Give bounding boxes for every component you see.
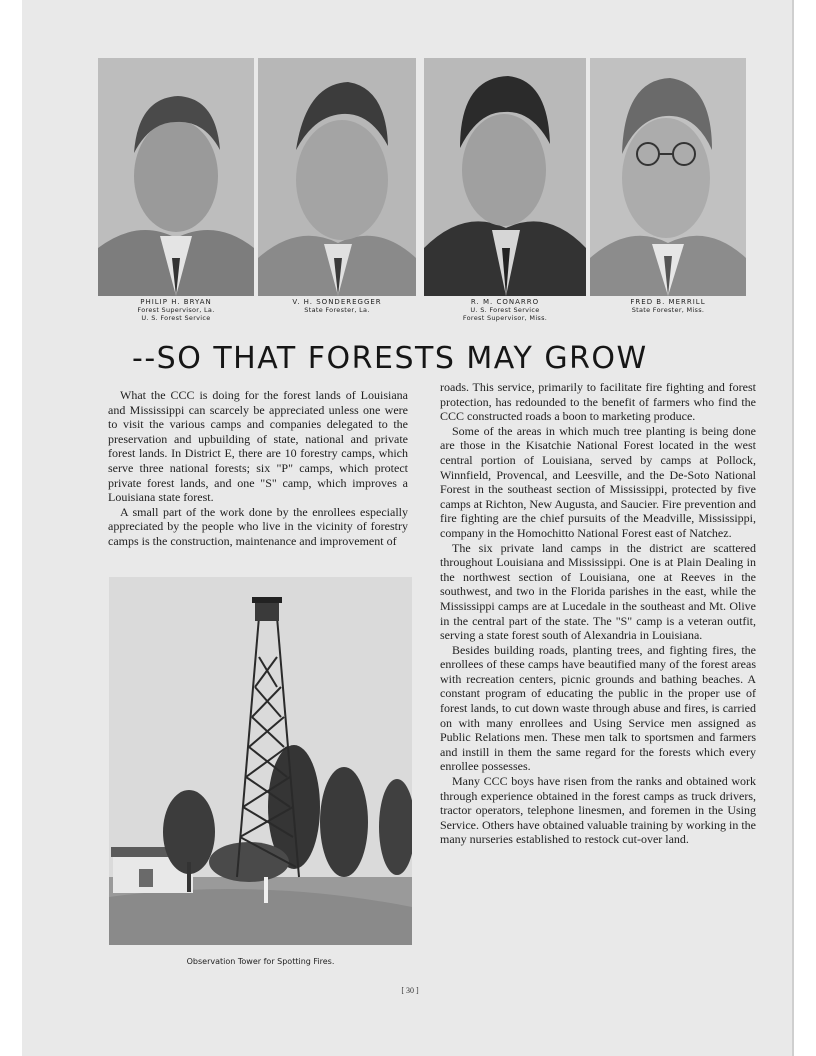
portrait-photo-4 xyxy=(590,58,746,296)
caption-title: State Forester, Miss. xyxy=(631,306,705,314)
caption-3 xyxy=(424,298,586,322)
caption-name: PHILIP H. BRYAN xyxy=(140,298,212,306)
page-edge xyxy=(792,0,794,1056)
page-title: --SO THAT FORESTS MAY GROW xyxy=(132,341,648,376)
left-column xyxy=(108,388,408,549)
caption-title: U. S. Forest Service xyxy=(470,306,540,314)
caption-name: V. H. SONDEREGGER xyxy=(292,298,382,306)
caption-title: Forest Supervisor, Miss. xyxy=(462,314,548,322)
paragraph: Besides building roads, planting trees, and fighting fires, the enrollees of these camps have beautified many of the forest areas with recreation centers, picnic grounds and bathing beaches. A constant program of educating the public in the proper use of forest lands, to cut down waste through abuse and fires, is carried on with many enrollees and Using Service men assigned as Public Relations men. These men talk to sportsmen and farmers and instill in them the same regard for the forests which every enrollee possesses. xyxy=(440,642,756,774)
caption-title: State Forester, La. xyxy=(304,306,370,314)
portrait-photo-1 xyxy=(98,58,254,296)
caption-title: U. S. Forest Service xyxy=(141,314,211,322)
paragraph: Some of the areas in which much tree planting is being done are those in the Kisatchie National Forest located in the west central portion of Louisiana, served by camps at Pollock, Winnfield, Provencal, and Leesville, and the De-Soto National Forest in the southeast section of Mississippi, protected by five camps at Richton, New Augusta, and Saucier. Fire prevention and fire fighting are the chief pursuits of the Meadville, Mississippi, company in the Homochitto National Forest east of Natchez. xyxy=(440,423,756,540)
paragraph: A small part of the work done by the enrollees especially appreciated by the people who live in the vicinity of forestry camps is the construction, maintenance and improvement of xyxy=(108,504,408,548)
caption-name: R. M. CONARRO xyxy=(470,298,540,306)
paragraph: What the CCC is doing for the forest lands of Louisiana and Mississippi can scarcely be appreciated unless one were to visit the various camps and companies delegated to the preservation and upbuilding of state, national and private forest lands. In District E, there are 10 forestry camps, which serve three national forests; six "P" camps, which protect private forest lands, and one "S" camp, which improves a Louisiana state forest. xyxy=(108,388,408,505)
caption-title: Forest Supervisor, La. xyxy=(137,306,215,314)
photo-caption: Observation Tower for Spotting Fires. xyxy=(186,957,335,966)
caption-1 xyxy=(98,298,254,322)
right-column xyxy=(440,380,756,847)
portrait-photo-3 xyxy=(424,58,586,296)
paragraph: The six private land camps in the district are scattered throughout Louisiana and Mississippi. One is at Plain Dealing in the northwest section of Louisiana, one at Reeves in the southwest, and two in the Florida parishes in the east, while the Mississippi camps are at Lucedale in the southeast and Mt. Olive in the central part of the state. The "S" camp is a veteran outfit, serving a state forest south of Alexandria in Louisiana. xyxy=(440,540,756,643)
paragraph: Many CCC boys have risen from the ranks and obtained work through experience obtained in the forest camps as truck drivers, tractor operators, telephone linesmen, and foremen in the Using Service. Others have obtained valuable training by working in the many nurseries established to restock cut-over land. xyxy=(440,774,756,847)
portrait-photo-2 xyxy=(258,58,416,296)
paragraph: roads. This service, primarily to facilitate fire fighting and forest protection, has redounded to the benefit of farmers who find the CCC constructed roads a boon to marketing produce. xyxy=(440,380,756,424)
caption-name: FRED B. MERRILL xyxy=(630,298,706,306)
tower-photo xyxy=(109,577,412,945)
page-number: [ 30 ] xyxy=(401,986,419,995)
caption-2 xyxy=(258,298,416,314)
caption-4 xyxy=(590,298,746,314)
